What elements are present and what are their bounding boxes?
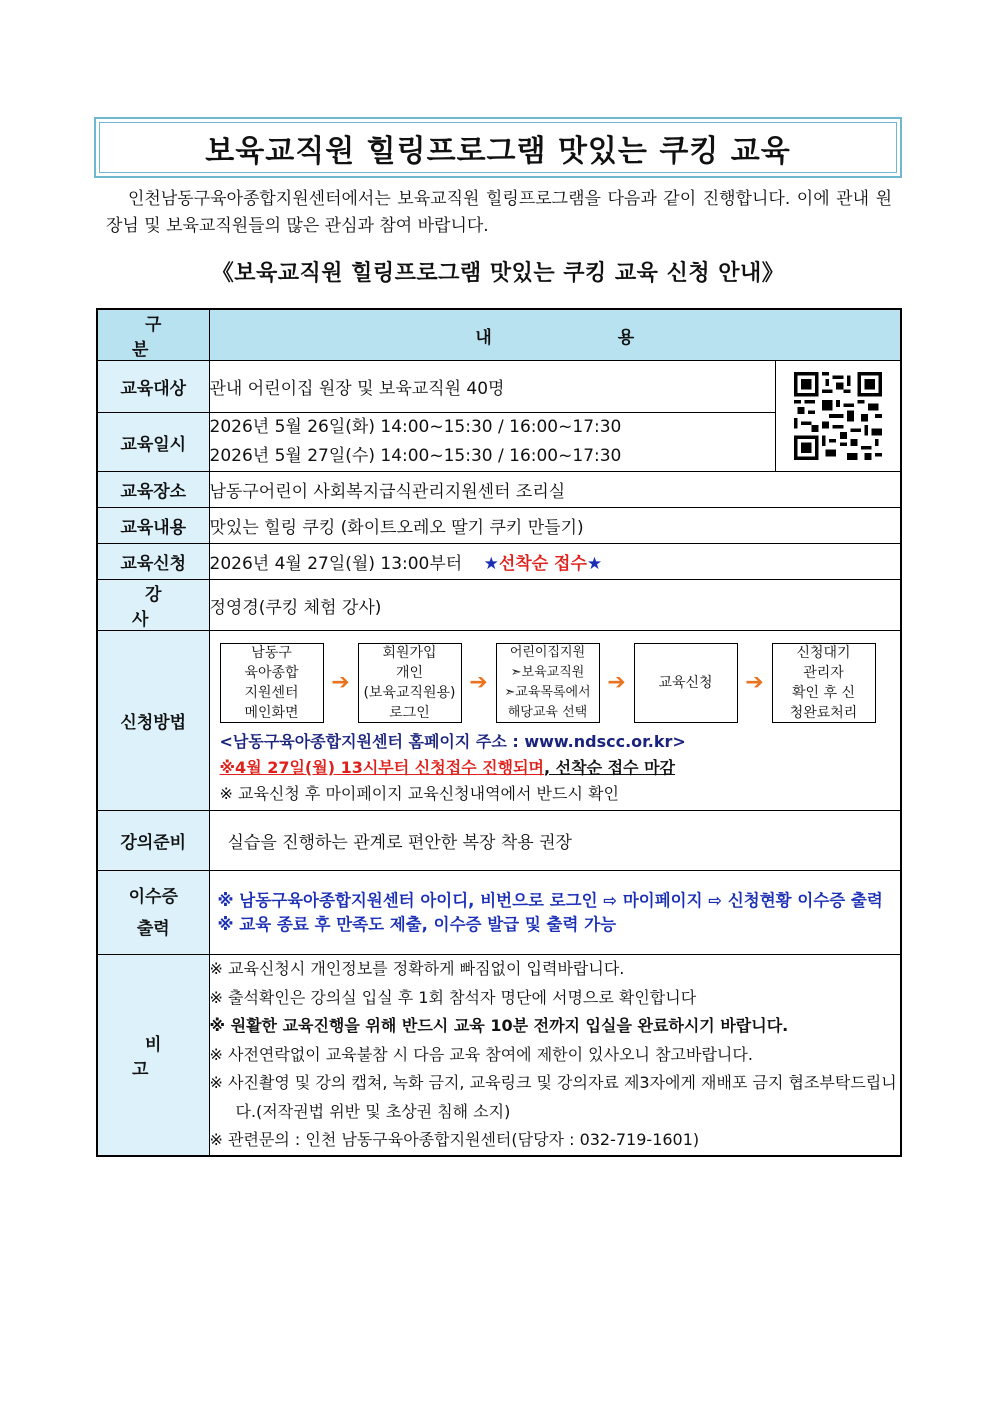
page-title: 보육교직원 힐링프로그램 맛있는 쿠킹 교육 [99,122,897,173]
homepage-link[interactable]: <남동구육아종합지원센터 홈페이지 주소 : www.ndscc.or.kr> [219,731,686,751]
flow-step-main: 남동구 육아종합 지원센터 메인화면 [220,643,324,723]
remark-item: ※ 원활한 교육진행을 위해 반드시 교육 10분 전까지 입실을 완료하시기 바랍니다. [209,1016,789,1035]
apply-date: 2026년 4월 27일(월) 13:00부터 [209,554,463,574]
qr-code-icon[interactable] [794,372,882,460]
label-prep: 강의준비 [97,811,209,871]
label-place: 교육장소 [97,472,209,508]
value-method [209,631,901,811]
remark-item: ※ 사전연락없이 교육불참 시 다음 교육 참여에 제한이 있사오니 참고바랍니다. [209,1044,753,1064]
intro-text: 인천남동구육아종합지원센터에서는 보육교직원 힐링프로그램을 다음과 같이 진행합니다. 이에 관내 원장님 및 보육교직원들의 많은 관심과 참여 바랍니다. [106,189,892,236]
info-table [96,308,902,1157]
arrow-right-icon: ➔ [607,670,626,695]
label-method: 신청방법 [97,631,209,811]
apply-flow [220,635,893,729]
label-remarks: 비 고 [97,955,209,1156]
value-content: 맛있는 힐링 쿠킹 (화이트오레오 딸기 쿠키 만들기) [209,508,901,544]
arrow-right-icon: ➔ [331,670,350,695]
label-apply: 교육신청 [97,544,209,580]
row-cert [97,871,901,955]
label-content: 교육내용 [97,508,209,544]
flow-step-login: 회원가입 개인 (보육교직원용) 로그인 [358,643,462,723]
remark-item: ※ 출석확인은 강의실 입실 후 1회 참석자 명단에 서명으로 확인합니다 [209,987,697,1007]
flow-step-select: 어린이집지원 ➣보육교직원 ➣교육목록에서 해당교육 선택 [496,643,600,723]
cert-line-1: ※ 남동구육아종합지원센터 아이디, 비번으로 로그인 ⇨ 마이페이지 ⇨ 신청현황 이수증 출력 [217,890,883,910]
method-notes [220,729,893,807]
arrow-right-icon: ➔ [469,670,488,695]
remark-item: ※ 관련문의 : 인천 남동구육아종합지원센터(담당자 : 032-719-1601) [209,1130,700,1149]
row-apply [97,544,901,580]
notice-deadline: ※4월 27일(월) 13시부터 신청접수 진행되며, 선착순 접수 마감 [219,757,675,777]
value-instructor: 정영경(쿠킹 체험 강사) [209,580,901,631]
row-content [97,508,901,544]
row-prep [97,811,901,871]
cert-line-2: ※ 교육 종료 후 만족도 제출, 이수증 발급 및 출력 가능 [217,914,617,934]
flow-step-complete: 신청대기 관리자 확인 후 신 청완료처리 [772,643,876,723]
row-instructor [97,580,901,631]
value-apply [209,544,901,580]
value-place: 남동구어린이 사회복지급식관리지원센터 조리실 [209,472,901,508]
value-prep: 실습을 진행하는 관계로 편안한 복장 착용 권장 [209,811,901,871]
label-instructor: 강 사 [97,580,209,631]
table-header-row [97,309,901,361]
first-come-badge: ★선착순 접수★ [483,554,603,574]
value-cert [209,871,901,955]
date-line-1: 2026년 5월 26일(화) 14:00~15:30 / 16:00~17:30 [209,417,622,437]
row-place [97,472,901,508]
arrow-right-icon: ➔ [745,670,764,695]
date-line-2: 2026년 5월 27일(수) 14:00~15:30 / 16:00~17:30 [209,446,622,466]
row-method [97,631,901,811]
qr-code-cell [775,361,901,472]
row-target [97,361,901,413]
notice-mypage: ※ 교육신청 후 마이페이지 교육신청내역에서 반드시 확인 [219,783,619,803]
section-subtitle: 《보육교직원 힐링프로그램 맛있는 쿠킹 교육 신청 안내》 [211,261,785,286]
title-box [94,117,902,178]
label-target: 교육대상 [97,361,209,413]
header-label: 구 분 [97,309,209,361]
flow-step-apply: 교육신청 [634,643,738,723]
label-date: 교육일시 [97,413,209,472]
value-remarks [209,955,901,1156]
value-target: 관내 어린이집 원장 및 보육교직원 40명 [209,361,775,413]
value-date [209,413,775,472]
remark-item: ※ 사진촬영 및 강의 캡쳐, 녹화 금지, 교육링크 및 강의자료 제3자에게 재배포 금지 협조부탁드립니다.(저작권법 위반 및 초상권 침해 소지) [209,1073,897,1121]
row-remarks [97,955,901,1156]
remark-item: ※ 교육신청시 개인정보를 정확하게 빠짐없이 입력바랍니다. [209,959,625,978]
label-cert: 이수증 출력 [97,871,209,955]
header-content: 내 용 [209,309,901,361]
